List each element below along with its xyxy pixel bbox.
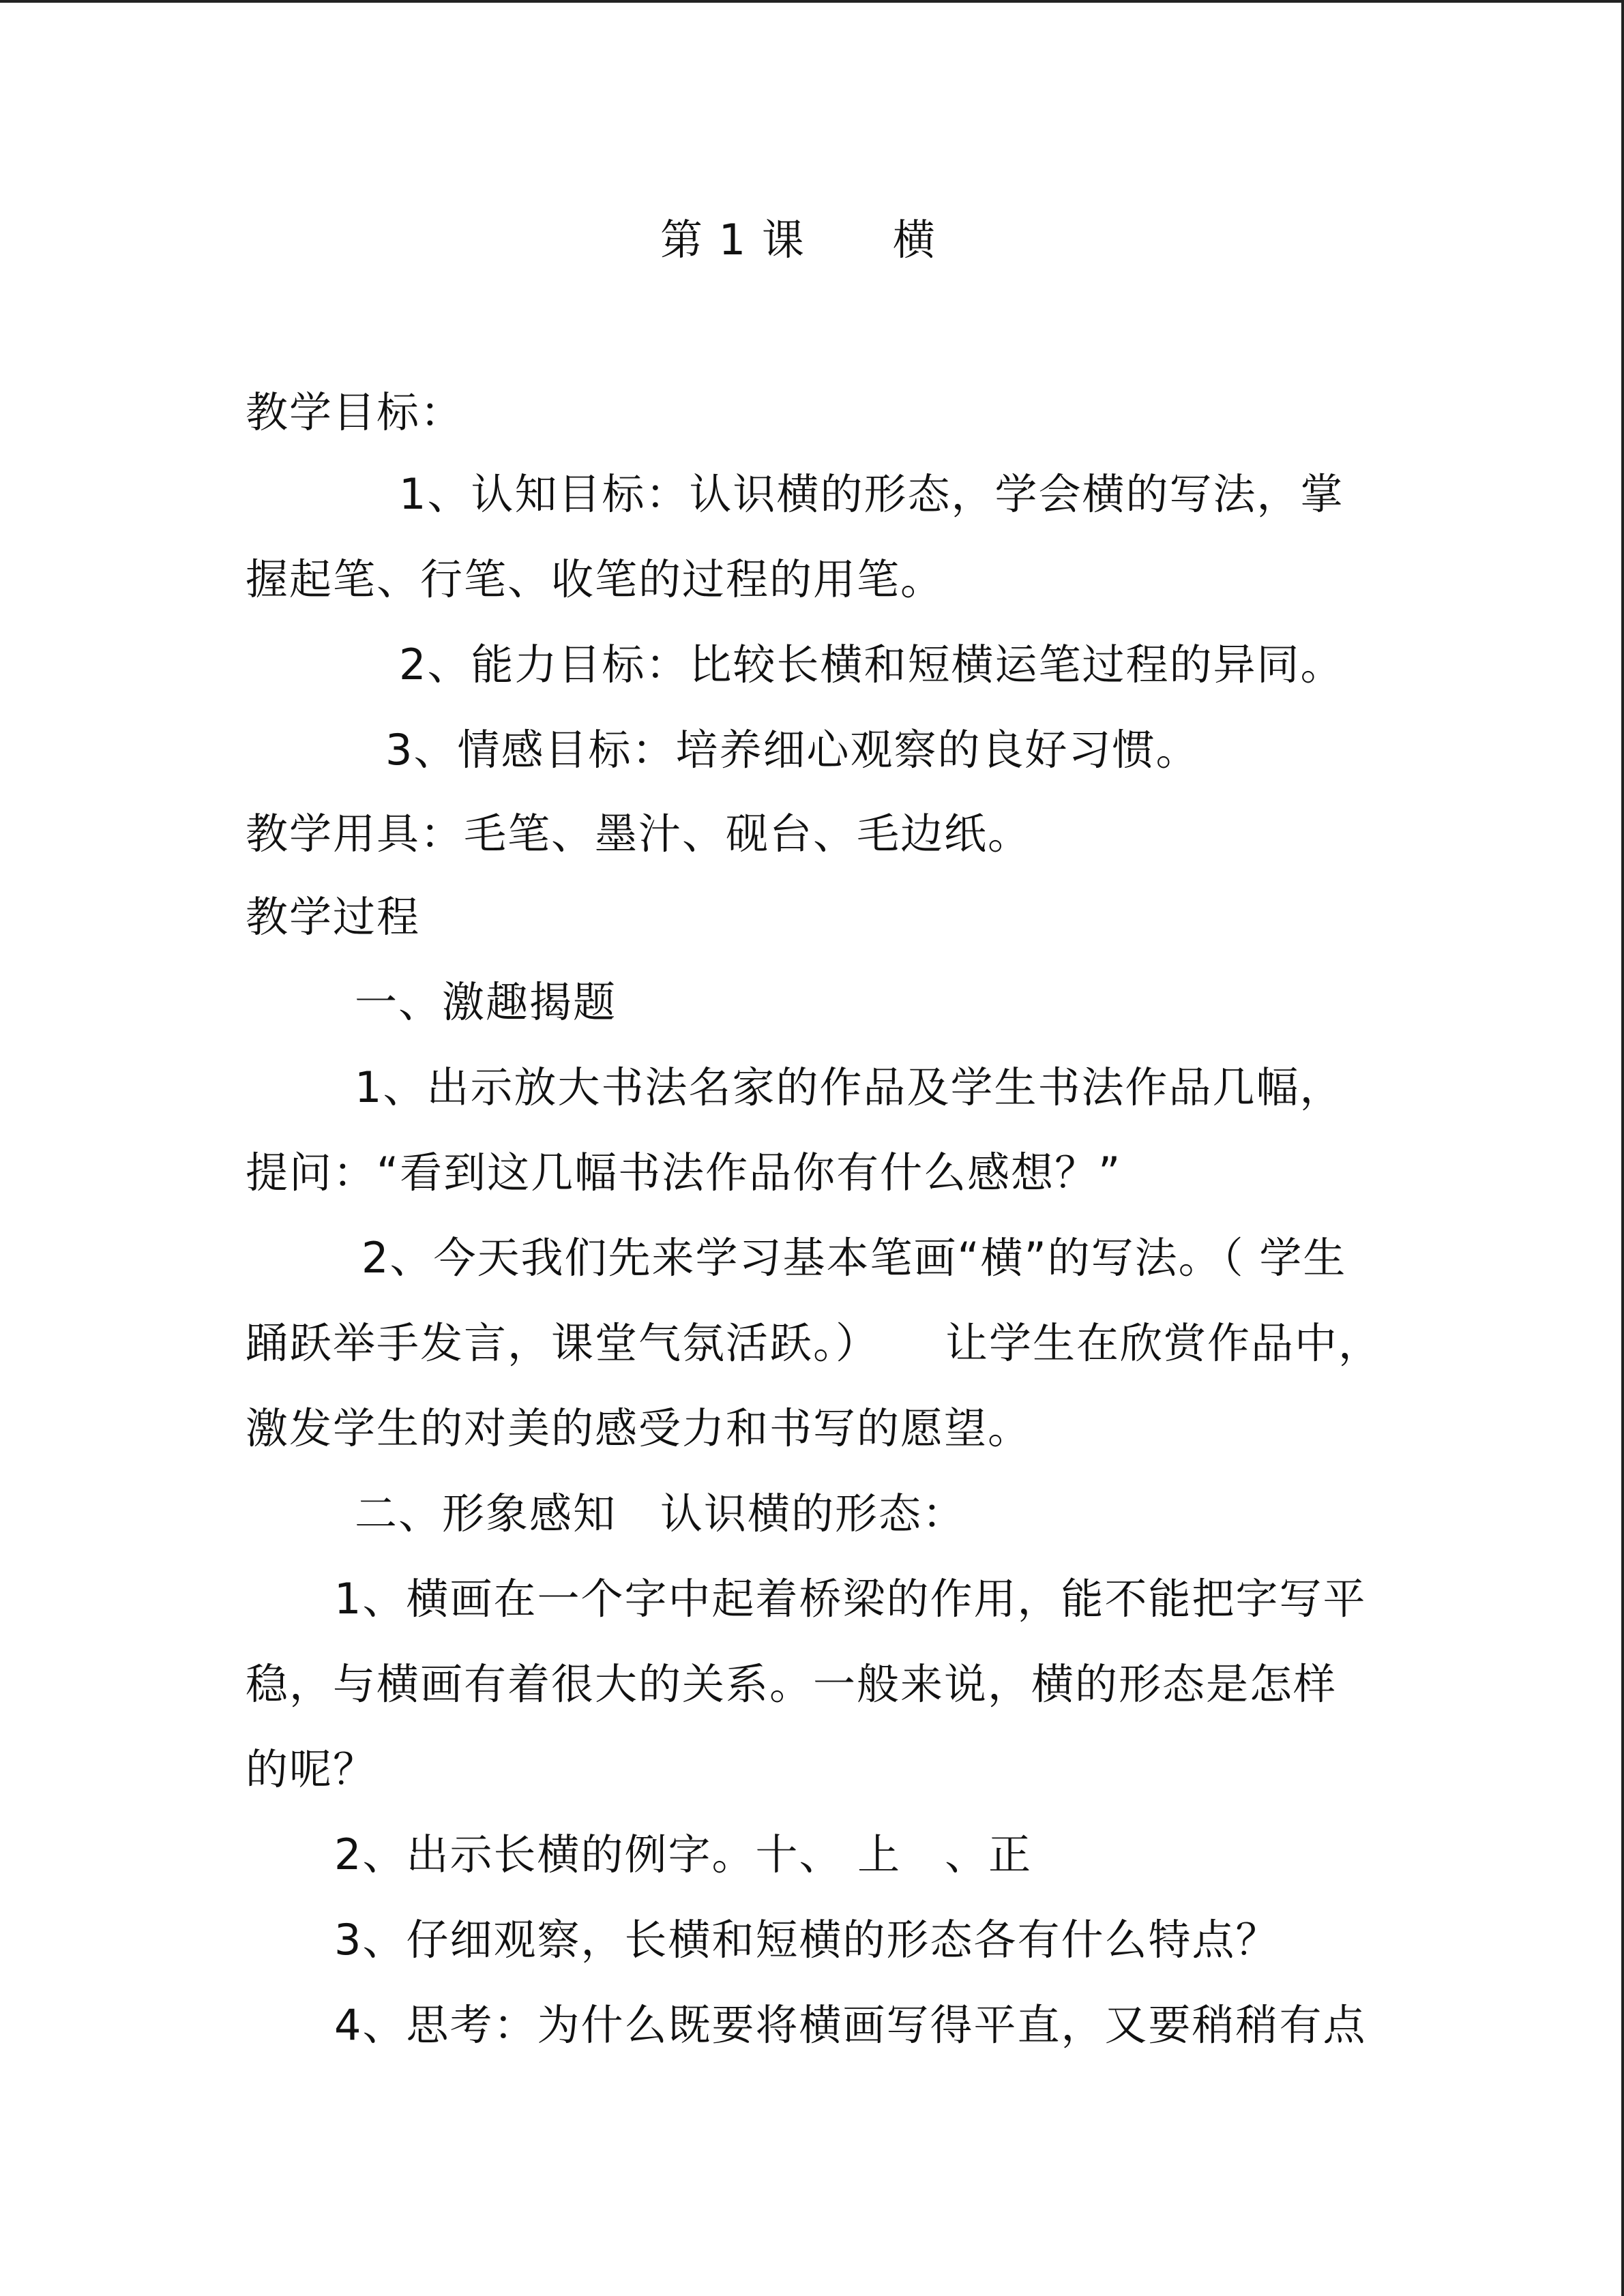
step-two-item-1-cont-2: 的呢？	[246, 1744, 377, 1794]
step-one-item-1-cont: 提问：“看到这几幅书法作品你有什么感想？”	[246, 1148, 1122, 1197]
page-top-border	[0, 0, 1624, 3]
step-two-item-2: 2、出示长横的例字。十、 上 、正	[334, 1830, 1033, 1879]
step-one-item-2: 2、今天我们先来学习基本笔画“横”的写法。（ 学生	[361, 1233, 1347, 1283]
objective-cognitive-cont: 握起笔、行笔、收笔的过程的用笔。	[246, 554, 945, 604]
lesson-title: 第 1 课 横	[660, 215, 936, 265]
step-one-item-2-cont: 踊跃举手发言，课堂气氛活跃。） 让学生在欣赏作品中，	[246, 1318, 1383, 1368]
step-one-item-1: 1、出示放大书法名家的作品及学生书法作品几幅，	[355, 1062, 1344, 1112]
section-heading-process: 教学过程	[246, 892, 421, 942]
step-two-item-3: 3、仔细观察，长横和短横的形态各有什么特点？	[334, 1915, 1280, 1965]
objective-cognitive: 1、认知目标：认识横的形态，学会横的写法，掌	[399, 469, 1344, 519]
page-right-border	[1621, 0, 1624, 2296]
step-two-heading: 二、形象感知 认识横的形态：	[355, 1489, 966, 1538]
step-one-heading: 一、激趣揭题	[355, 977, 617, 1027]
step-two-item-1-cont: 稳，与横画有着很大的关系。一般来说，横的形态是怎样	[246, 1659, 1338, 1709]
step-one-item-2-cont-2: 激发学生的对美的感受力和书写的愿望。	[246, 1403, 1032, 1453]
section-heading-objectives: 教学目标：	[246, 387, 464, 437]
teaching-tools: 教学用具：毛笔、墨汁、砚台、毛边纸。	[246, 809, 1032, 859]
objective-ability: 2、能力目标：比较长横和短横运笔过程的异同。	[399, 640, 1344, 689]
step-two-item-4: 4、思考：为什么既要将横画写得平直，又要稍稍有点	[334, 2000, 1367, 2050]
step-two-item-1: 1、横画在一个字中起着桥梁的作用，能不能把字写平	[334, 1574, 1367, 1624]
objective-emotion: 3、情感目标：培养细心观察的良好习惯。	[385, 725, 1200, 775]
